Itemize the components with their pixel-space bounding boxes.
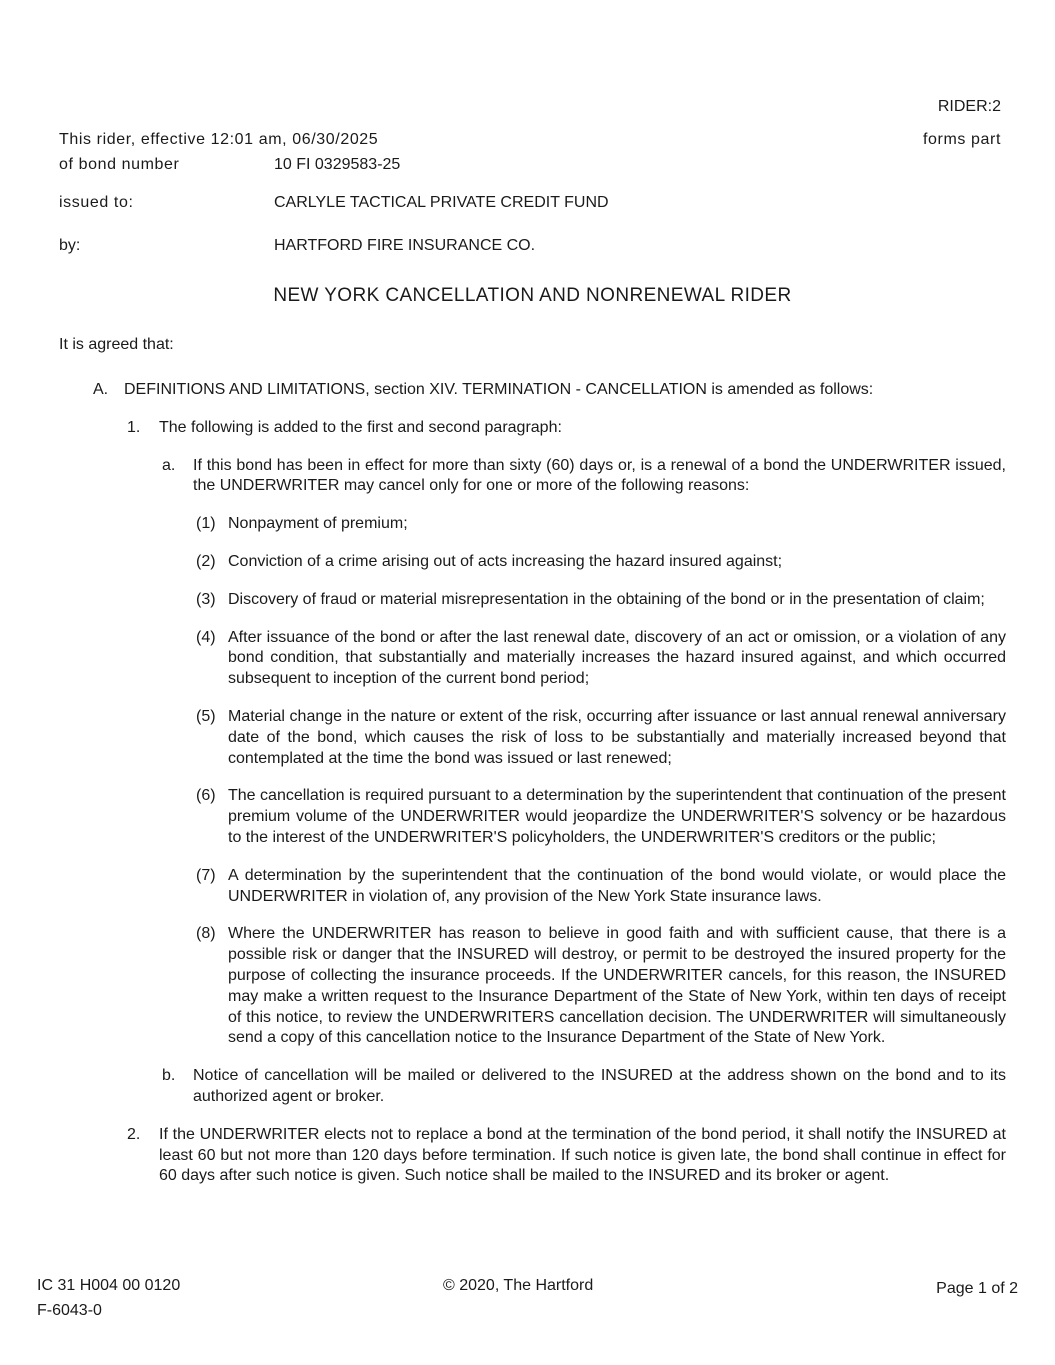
item-2-text: If the UNDERWRITER elects not to replace a bond at the termination of the bond period, it shall notify the INSURED at least 60 but not more than 120 days before termination. If such notice is given late, the bond shall continue in effect for 60 days after such notice is given. Such notice shall be mailed to the INSURED and its broker or agent. <box>159 1125 1006 1185</box>
form-code: F-6043-0 <box>37 1302 102 1319</box>
reason-text: A determination by the superintendent that the continuation of the bond would violate, or would place the UNDERWRITER in violation of, any provision of the New York State insurance laws. <box>228 866 1006 905</box>
reason-item <box>196 514 1006 535</box>
reason-text: After issuance of the bond or after the last renewal date, discovery of an act or omission, or a violation of any bond condition, that substantially and materially increases the hazard insured against, and which occurred subsequent to inception of the current bond period; <box>228 628 1006 688</box>
rider-label: RIDER:2 <box>937 98 1001 115</box>
reason-item <box>196 707 1006 769</box>
reason-label: (4) <box>196 628 216 646</box>
reason-item <box>196 552 1006 573</box>
form-number: IC 31 H004 00 0120 <box>37 1277 181 1294</box>
reason-text: Material change in the nature or extent of the risk, occurring after issuance or last annual renewal anniversary date of the bond, which causes the risk of loss to be substantially and materially increased beyond that contemplated at the time the bond was issued or last renewed; <box>228 707 1006 767</box>
section-a-label: A. <box>93 381 109 398</box>
item-1-text: The following is added to the first and second paragraph: <box>159 418 562 436</box>
reason-label: (5) <box>196 707 216 725</box>
reason-item <box>196 786 1006 848</box>
page-number: Page 1 of 2 <box>936 1280 1018 1297</box>
reason-item <box>196 628 1006 690</box>
effective-line: This rider, effective 12:01 am, 06/30/2025 <box>59 131 379 148</box>
by-label: by: <box>59 237 81 254</box>
item-2-label: 2. <box>127 1125 141 1143</box>
subitem-b <box>162 1066 1006 1108</box>
subitem-a-label: a. <box>162 456 176 474</box>
bond-number-label: of bond number <box>59 156 180 173</box>
forms-part: forms part <box>922 131 1001 148</box>
reason-item <box>196 590 1006 611</box>
reason-text: Where the UNDERWRITER has reason to believe in good faith and with sufficient cause, that there is a possible risk or danger that the INSURED will destroy, or permit to be destroyed the insured property for the purpose of collecting the insurance proceeds. If the UNDERWRITER cancels, for this reason, the INSURED may make a written request to the Insurance Department of the State of New York, within ten days of receipt of this notice, to review the UNDERWRITERS cancellation decision. The UNDERWRITER will simultaneously send a copy of this cancellation notice to the Insurance Department of the State of New York. <box>228 925 1006 1047</box>
item-1-label: 1. <box>127 418 141 436</box>
issued-to-label: issued to: <box>59 194 134 211</box>
subitem-b-text: Notice of cancellation will be mailed or delivered to the INSURED at the address shown on the bond and to its authorized agent or broker. <box>193 1067 1006 1105</box>
subitem-a-text: If this bond has been in effect for more than sixty (60) days or, is a renewal of a bond the UNDERWRITER issued, the UNDERWRITER may cancel only for one or more of the following reasons: <box>193 456 1006 495</box>
document-body <box>0 380 1055 1187</box>
issued-to-value: CARLYLE TACTICAL PRIVATE CREDIT FUND <box>274 194 609 211</box>
bond-number: 10 FI 0329583-25 <box>274 156 401 173</box>
reason-text: Conviction of a crime arising out of acts increasing the hazard insured against; <box>228 552 783 570</box>
reason-label: (6) <box>196 787 216 805</box>
copyright: © 2020, The Hartford <box>443 1277 594 1294</box>
reason-text: Nonpayment of premium; <box>228 515 408 533</box>
reason-label: (3) <box>196 590 216 608</box>
reason-text: The cancellation is required pursuant to a determination by the superintendent that continuation of the present premium volume of the UNDERWRITER would jeopardize the UNDERWRITER'S solvency or be hazardous to the interest of the UNDERWRITER'S policyholders, the UNDERWRITER'S creditors or the public; <box>228 787 1006 846</box>
reason-label: (2) <box>196 552 216 570</box>
reason-label: (1) <box>196 515 216 533</box>
intro-text: It is agreed that: <box>59 336 174 353</box>
item-1 <box>127 418 1006 439</box>
insurer-name: HARTFORD FIRE INSURANCE CO. <box>274 237 536 254</box>
reason-text: Discovery of fraud or material misrepresentation in the obtaining of the bond or in the presentation of claim; <box>228 590 985 608</box>
reason-label: (8) <box>196 925 216 943</box>
item-2 <box>127 1125 1006 1187</box>
subitem-a <box>162 456 1006 498</box>
reason-item <box>196 866 1006 908</box>
reason-label: (7) <box>196 866 216 884</box>
section-a-text: DEFINITIONS AND LIMITATIONS, section XIV. TERMINATION - CANCELLATION is amended as follows: <box>124 381 874 398</box>
subitem-b-label: b. <box>162 1067 176 1085</box>
section-a <box>93 380 994 401</box>
reason-item <box>196 924 1006 1049</box>
document-title: NEW YORK CANCELLATION AND NONRENEWAL RIDER <box>273 285 792 306</box>
